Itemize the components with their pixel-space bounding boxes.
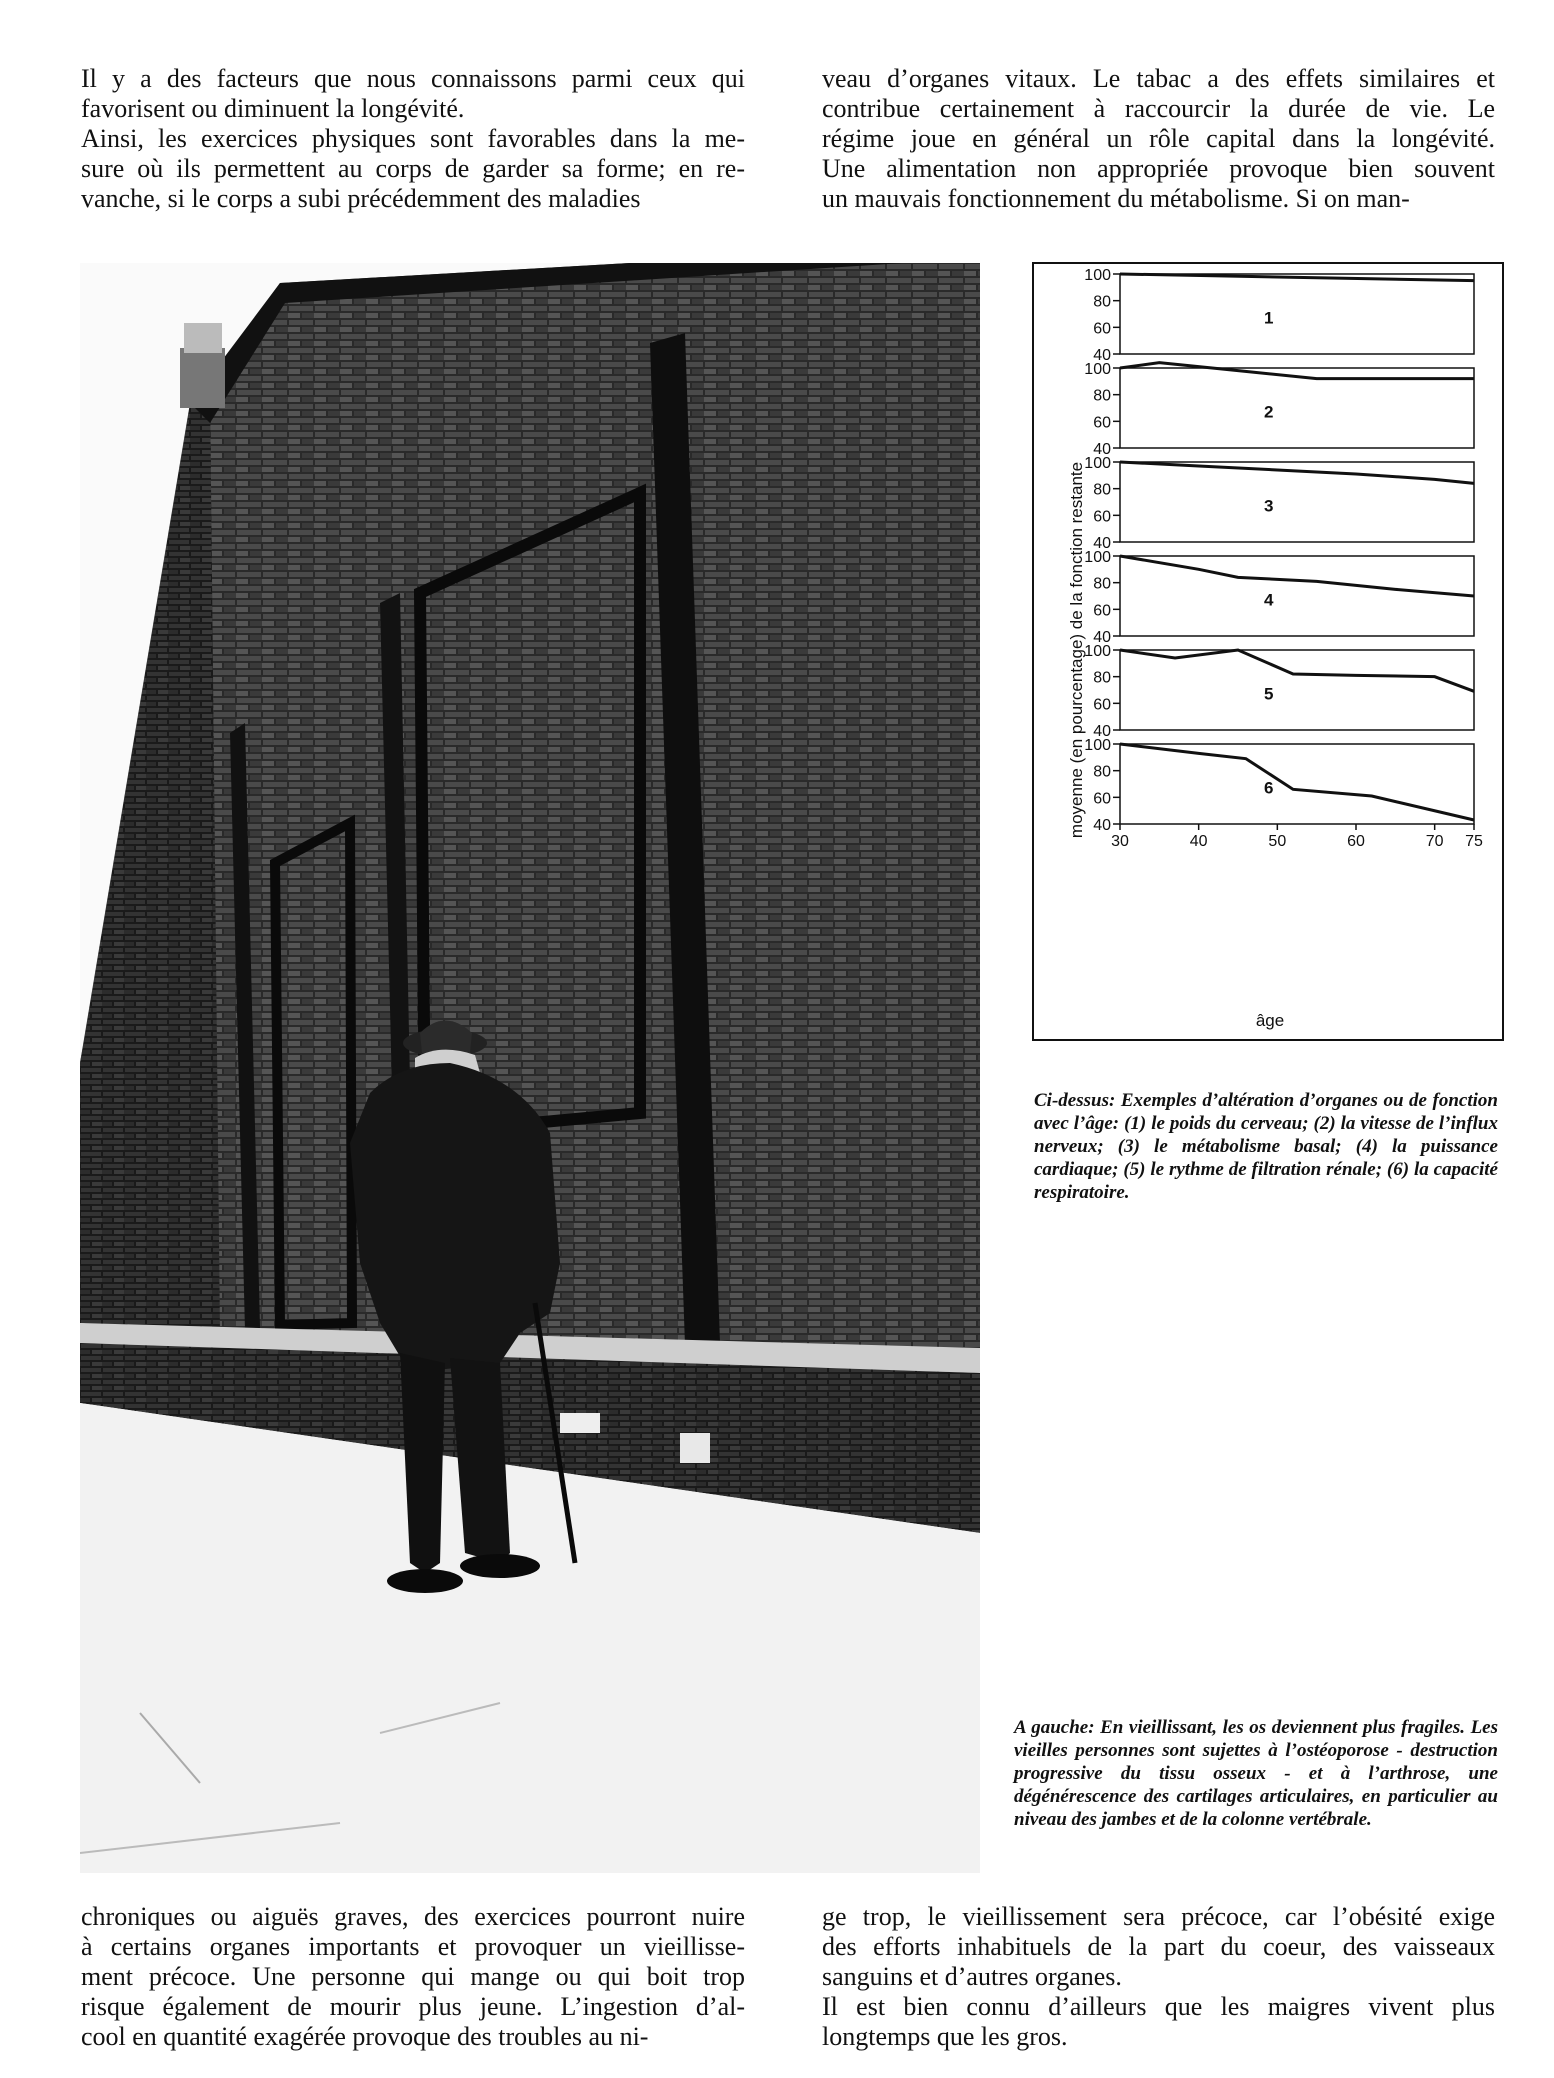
- chart-panel: [1084, 455, 1474, 552]
- y-tick-label: 100: [1084, 549, 1111, 566]
- y-tick-label: 100: [1084, 643, 1111, 660]
- series-label: 2: [1263, 402, 1274, 422]
- text-line: Il y a des facteurs que nous connaissons parmi ceux qui: [81, 64, 745, 93]
- article-column-top-left: [81, 64, 745, 214]
- y-tick-label: 40: [1093, 723, 1111, 740]
- y-tick-label: 40: [1093, 535, 1111, 552]
- text-line: Une alimentation non appropriée provoque bien souvent: [822, 154, 1495, 183]
- series-line-4: [1120, 556, 1474, 596]
- series-line-6: [1120, 744, 1474, 820]
- y-tick-label: 80: [1093, 669, 1111, 687]
- text-line: cool en quantité exagérée provoque des troubles au ni-: [81, 2022, 649, 2051]
- text-line: un mauvais fonctionnement du métabolisme. Si on man-: [822, 184, 1410, 213]
- article-column-bottom-left: [81, 1902, 745, 2052]
- series-line-2: [1120, 363, 1474, 379]
- y-tick-label: 80: [1093, 293, 1111, 311]
- panel-frame: [1120, 274, 1474, 354]
- series-line-5: [1120, 650, 1474, 691]
- x-tick-label: 40: [1189, 833, 1208, 850]
- text-line: sanguins et d’autres organes.: [822, 1962, 1122, 1991]
- chart-panel: [1084, 549, 1474, 646]
- text-line: sure où ils permettent au corps de garder sa forme; en re-: [81, 154, 745, 183]
- chart-xlabel: âge: [1255, 1011, 1285, 1030]
- chart-ylabel: moyenne (en pourcentage) de la fonction restante: [1067, 461, 1086, 839]
- article-column-top-right: [822, 64, 1495, 214]
- series-label: 5: [1263, 684, 1274, 704]
- text-line: Ainsi, les exercices physiques sont favorables dans la me-: [81, 124, 745, 153]
- y-tick-label: 80: [1093, 763, 1111, 781]
- y-tick-label: 100: [1084, 737, 1111, 754]
- text-line: contribue certainement à raccourcir la durée de vie. Le: [822, 94, 1495, 123]
- x-tick-label: 30: [1111, 833, 1129, 850]
- y-tick-label: 60: [1093, 414, 1111, 432]
- chart-panel: [1084, 737, 1483, 850]
- text-line: des efforts inhabituels de la part du coeur, des vaisseaux: [822, 1932, 1495, 1961]
- panel-frame: [1120, 556, 1474, 636]
- photo-old-man-by-brick-wall: [80, 263, 980, 1873]
- text-line: ment précoce. Une personne qui mange ou qui boit trop: [81, 1962, 745, 1991]
- text-line: régime joue en général un rôle capital dans la longévité.: [822, 124, 1495, 153]
- article-column-bottom-right: [822, 1902, 1495, 2052]
- function-decline-chart: [1032, 262, 1504, 1041]
- chart-panel: [1084, 361, 1474, 458]
- series-label: 6: [1263, 778, 1274, 798]
- y-tick-label: 60: [1093, 320, 1111, 338]
- series-label: 4: [1263, 590, 1274, 610]
- text-line: longtemps que les gros.: [822, 2022, 1068, 2051]
- y-tick-label: 100: [1084, 455, 1111, 472]
- y-tick-label: 60: [1093, 696, 1111, 714]
- y-tick-label: 80: [1093, 387, 1111, 405]
- panel-frame: [1120, 462, 1474, 542]
- x-tick-label: 75: [1465, 833, 1483, 850]
- y-tick-label: 60: [1093, 508, 1111, 526]
- x-tick-label: 60: [1347, 833, 1365, 850]
- y-tick-label: 80: [1093, 481, 1111, 499]
- panel-frame: [1120, 650, 1474, 730]
- y-tick-label: 100: [1084, 267, 1111, 284]
- series-label: 3: [1263, 496, 1274, 516]
- x-tick-label: 70: [1425, 833, 1444, 850]
- y-tick-label: 100: [1084, 361, 1111, 378]
- y-tick-label: 40: [1093, 629, 1111, 646]
- series-line-3: [1120, 462, 1474, 483]
- chart-panel: [1084, 267, 1474, 364]
- photo-caption: A gauche: En vieillissant, les os deviennent plus fragiles. Les vieilles personnes sont sujettes à l’ostéoporose - destruction progressive du tissu osseux - et à l’arthrose, une dégénérescence des cartilages articulaires, en particulier au niveau des jambes et de la colonne vertébrale.: [1014, 1717, 1498, 1830]
- text-line: risque également de mourir plus jeune. L’ingestion d’al-: [81, 1992, 745, 2021]
- chart-panel: [1084, 643, 1474, 740]
- y-tick-label: 40: [1093, 817, 1111, 834]
- y-tick-label: 40: [1093, 347, 1111, 364]
- text-line: favorisent ou diminuent la longévité.: [81, 94, 465, 123]
- chart-caption: Ci-dessus: Exemples d’altération d’organes ou de fonction avec l’âge: (1) le poids du cerveau; (2) la vitesse de l’influx nerveux; (3) le métabolisme basal; (4) la puissance cardiaque; (5) le rythme de filtration rénale; (6) la capacité respiratoire.: [1034, 1090, 1498, 1203]
- text-line: à certains organes importants et provoquer un vieillisse-: [81, 1932, 745, 1961]
- text-line: vanche, si le corps a subi précédemment des maladies: [81, 184, 641, 213]
- series-label: 1: [1263, 308, 1274, 328]
- text-line: chroniques ou aiguës graves, des exercices pourront nuire: [81, 1902, 745, 1931]
- y-tick-label: 60: [1093, 602, 1111, 620]
- y-tick-label: 60: [1093, 790, 1111, 808]
- text-line: Il est bien connu d’ailleurs que les maigres vivent plus: [822, 1992, 1495, 2021]
- x-tick-label: 50: [1268, 833, 1287, 850]
- series-line-1: [1120, 274, 1474, 281]
- text-line: veau d’organes vitaux. Le tabac a des effets similaires et: [822, 64, 1495, 93]
- y-tick-label: 40: [1093, 441, 1111, 458]
- text-line: ge trop, le vieillissement sera précoce, car l’obésité exige: [822, 1902, 1495, 1931]
- panel-frame: [1120, 744, 1474, 824]
- y-tick-label: 80: [1093, 575, 1111, 593]
